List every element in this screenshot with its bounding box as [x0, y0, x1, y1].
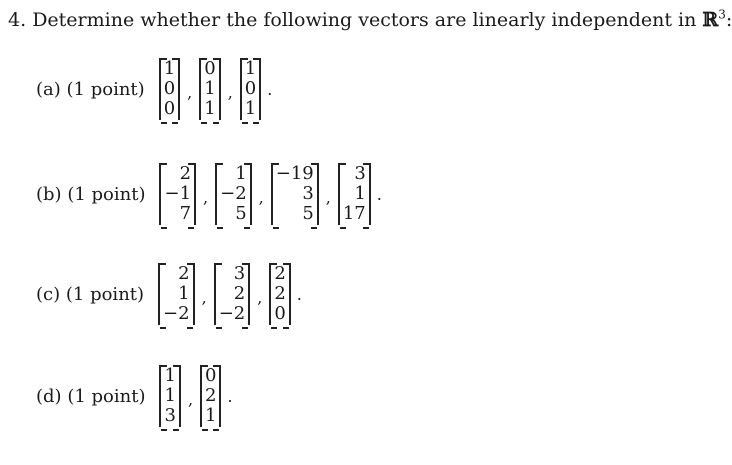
column-vector: −19 3 5	[271, 163, 319, 225]
column-vector: 3 2 −2	[214, 263, 251, 325]
problem-number: 4.	[8, 9, 27, 31]
column-vector: 0 2 1	[200, 365, 221, 427]
problem-text: Determine whether the following vectors are linearly independent in	[32, 9, 697, 31]
column-vector: 3 1 17	[338, 163, 371, 225]
vector-list: 2 −1 7 , 1 −2 5 , −19 3 5 , 3 1 17 .	[159, 163, 381, 225]
column-vector: 2 2 0	[269, 263, 290, 325]
column-vector: 2 −1 7	[159, 163, 196, 225]
column-vector: 0 1 1	[199, 58, 220, 120]
part-label: (d) (1 point)	[36, 385, 146, 407]
problem-title	[8, 8, 732, 32]
part-label: (c) (1 point)	[36, 283, 145, 305]
space-exponent: 3	[718, 7, 726, 22]
column-vector: 1 0 1	[240, 58, 261, 120]
part-a	[36, 58, 272, 120]
vector-list: 2 1 −2 , 3 2 −2 , 2 2 0 .	[158, 263, 302, 325]
column-vector: 1 −2 5	[215, 163, 252, 225]
column-vector: 1 0 0	[159, 58, 180, 120]
real-space-symbol: ℝ	[702, 9, 719, 31]
vector-list: 1 0 0 , 0 1 1 , 1 0 1 .	[159, 58, 273, 120]
part-label: (a) (1 point)	[36, 78, 145, 100]
part-b	[36, 163, 382, 225]
part-c	[36, 263, 302, 325]
part-label: (b) (1 point)	[36, 183, 146, 205]
vector-list: 1 1 3 , 0 2 1 .	[159, 365, 232, 427]
column-vector: 1 1 3	[159, 365, 180, 427]
part-d	[36, 365, 233, 427]
column-vector: 2 1 −2	[158, 263, 195, 325]
problem-colon: :	[725, 9, 732, 31]
